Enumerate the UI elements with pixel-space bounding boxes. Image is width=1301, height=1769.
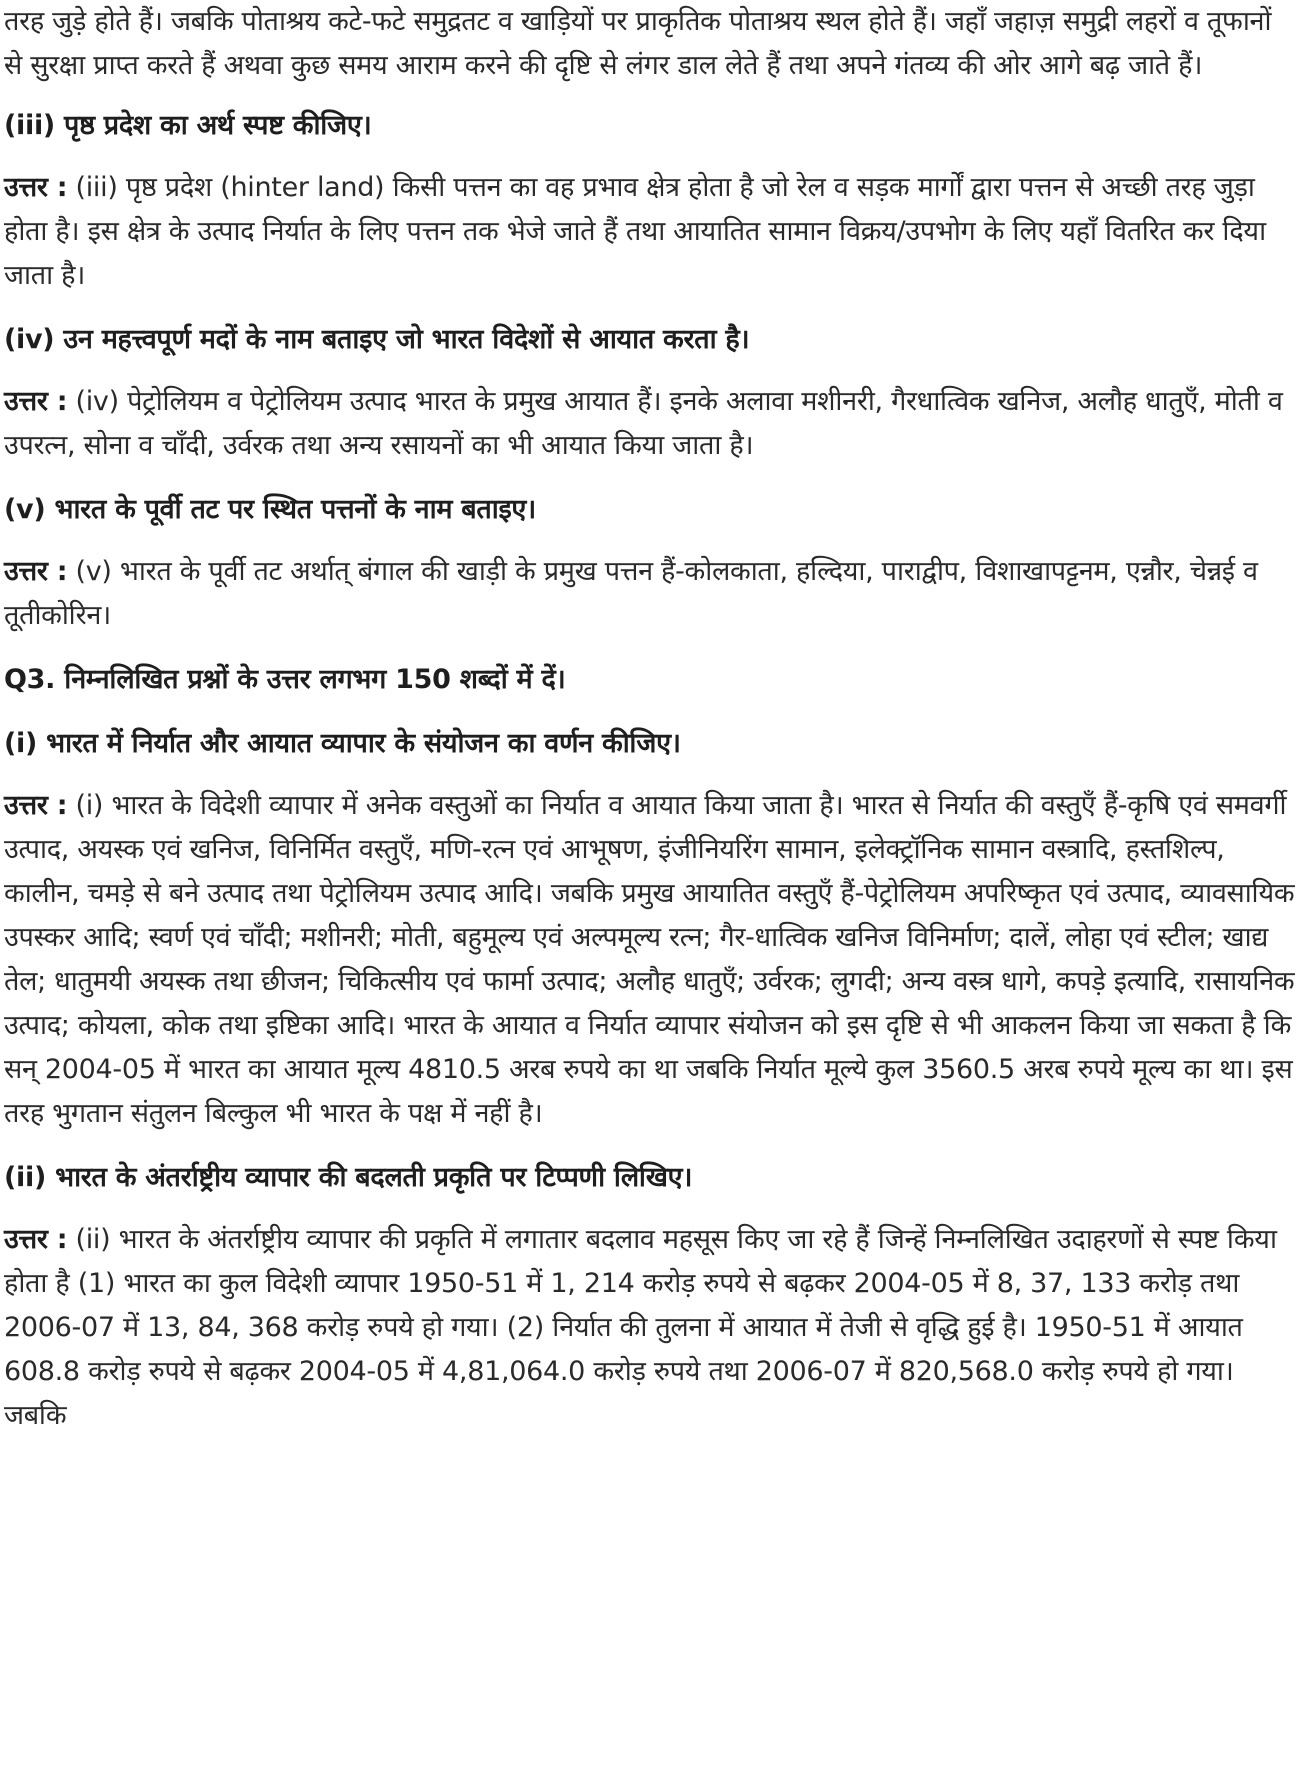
answer-label: उत्तर : (4, 1224, 68, 1255)
answer-label: उत्तर : (4, 386, 68, 417)
answer-text: (i) भारत के विदेशी व्यापार में अनेक वस्तुओं का निर्यात व आयात किया जाता है। भारत से निर्यात की वस्तुएँ हैं-कृषि एवं समवर्गी उत्पाद, अयस्क एवं खनिज, विनिर्मित वस्तुएँ, मणि-रत्न एवं आभूषण, इंजीनियरिंग सामान, इलेक्ट्रॉनिक सामान वस्त्रादि, हस्तशिल्प, कालीन, चमड़े से बने उत्पाद तथा पेट्रोलियम उत्पाद आदि। जबकि प्रमुख आयातित वस्तुएँ हैं-पेट्रोलियम अपरिष्कृत एवं उत्पाद, व्यावसायिक उपस्कर आदि; स्वर्ण एवं चाँदी; मशीनरी; मोती, बहुमूल्य एवं अल्पमूल्य रत्न; गैर-धात्विक खनिज विनिर्माण; दालें, लोहा एवं स्टील; खाद्य तेल; धातुमयी अयस्क तथा छीजन; चिकित्सीय एवं फार्मा उत्पाद; अलौह धातुएँ; उर्वरक; लुगदी; अन्य वस्त्र धागे, कपड़े इत्यादि, रासायनिक उत्पाद; कोयला, कोक तथा इष्टिका आदि। भारत के आयात व निर्यात व्यापार संयोजन को इस दृष्टि से भी आकलन किया जा सकता है कि सन् 2004-05 में भारत का आयात मूल्य 4810.5 अरब रुपये का था जबकि निर्यात मूल्ये कुल 3560.5 अरब रुपये मूल्य का था। इस तरह भुगतान संतुलन बिल्कुल भी भारत के पक्ष में नहीं है। (4, 790, 1295, 1129)
question-iii: (iii) पृष्ठ प्रदेश का अर्थ स्पष्ट कीजिए। (4, 110, 372, 141)
q3-answer-ii (4, 1218, 1297, 1438)
q3-heading: Q3. निम्नलिखित प्रश्नों के उत्तर लगभग 150 शब्दों में दें। (4, 664, 566, 695)
q3-answer-i (4, 784, 1297, 1136)
q3-question-ii: (ii) भारत के अंतर्राष्ट्रीय व्यापार की बदलती प्रकृति पर टिप्पणी लिखिए। (4, 1162, 693, 1193)
answer-text: (iii) पृष्ठ प्रदेश (hinter land) किसी पत्तन का वह प्रभाव क्षेत्र होता है जो रेल व सड़क मार्गों द्वारा पत्तन से अच्छी तरह जुड़ा होता है। इस क्षेत्र के उत्पाद निर्यात के लिए पत्तन तक भेजे जाते हैं तथा आयातित सामान विक्रय/उपभोग के लिए यहाँ वितरित कर दिया जाता है। (4, 172, 1266, 291)
answer-label: उत्तर : (4, 790, 68, 821)
q3-question-i: (i) भारत में निर्यात और आयात व्यापार के संयोजन का वर्णन कीजिए। (4, 728, 681, 759)
intro-paragraph: तरह जुड़े होते हैं। जबकि पोताश्रय कटे-फटे समुद्रतट व खाड़ियों पर प्राकृतिक पोताश्रय स्थल होते हैं। जहाँ जहाज़ समुद्री लहरों व तूफानों से सुरक्षा प्राप्त करते हैं अथवा कुछ समय आराम करने की दृष्टि से लंगर डाल लेते हैं तथा अपने गंतव्य की ओर आगे बढ़ जाते हैं। (4, 6, 1272, 81)
answer-label: उत्तर : (4, 172, 68, 203)
answer-text: (iv) पेट्रोलियम व पेट्रोलियम उत्पाद भारत के प्रमुख आयात हैं। इनके अलावा मशीनरी, गैरधात्विक खनिज, अलौह धातुएँ, मोती व उपरत्न, सोना व चाँदी, उर्वरक तथा अन्य रसायनों का भी आयात किया जाता है। (4, 386, 1283, 461)
answer-text: (v) भारत के पूर्वी तट अर्थात् बंगाल की खाड़ी के प्रमुख पत्तन हैं-कोलकाता, हल्दिया, पाराद्वीप, विशाखापट्टनम, एन्नौर, चेन्नई व तूतीकोरिन। (4, 556, 1258, 631)
question-iv: (iv) उन महत्त्वपूर्ण मदों के नाम बताइए जो भारत विदेशों से आयात करता है। (4, 324, 750, 355)
answer-label: उत्तर : (4, 556, 68, 587)
answer-iv (4, 380, 1297, 468)
answer-iii (4, 166, 1297, 298)
question-v: (v) भारत के पूर्वी तट पर स्थित पत्तनों के नाम बताइए। (4, 494, 536, 525)
answer-text: (ii) भारत के अंतर्राष्ट्रीय व्यापार की प्रकृति में लगातार बदलाव महसूस किए जा रहे हैं जिन्हें निम्नलिखित उदाहरणों से स्पष्ट किया होता है (1) भारत का कुल विदेशी व्यापार 1950-51 में 1, 214 करोड़ रुपये से बढ़कर 2004-05 में 8, 37, 133 करोड़ तथा 2006-07 में 13, 84, 368 करोड़ रुपये हो गया। (2) निर्यात की तुलना में आयात में तेजी से वृद्धि हुई है। 1950-51 में आयात 608.8 करोड़ रुपये से बढ़कर 2004-05 में 4,81,064.0 करोड़ रुपये तथा 2006-07 में 820,568.0 करोड़ रुपये हो गया। जबकि (4, 1224, 1277, 1431)
answer-v (4, 550, 1297, 638)
